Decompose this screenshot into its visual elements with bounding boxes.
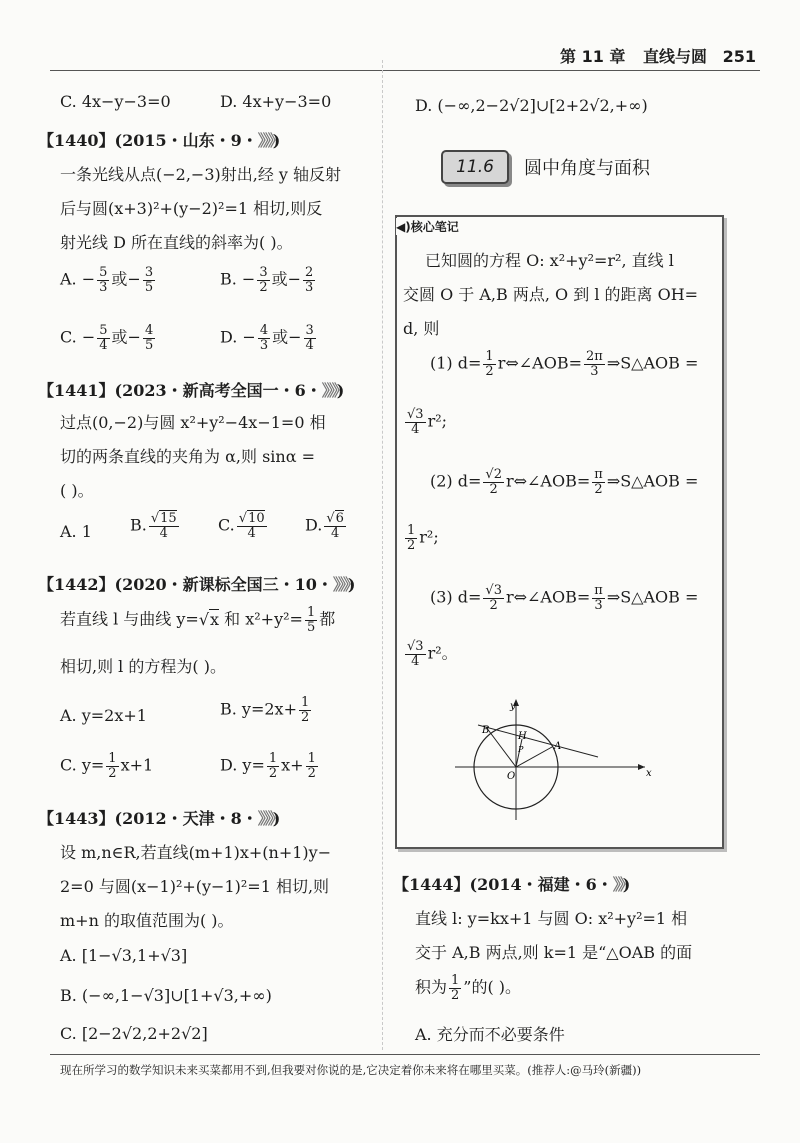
fraction [405,524,417,552]
conjunction: 或− [272,327,302,347]
numerator: √3 [407,407,424,422]
q1442-close: ) [347,575,356,594]
q1441-option-c [218,512,269,540]
difficulty-moons-icon: 》》 [612,875,623,894]
core-notes-label: ◀)核心笔记 [396,218,463,235]
q1441-line2: 切的两条直线的夹角为 α,则 sinα = [60,447,315,466]
q1442-option-b [220,696,313,724]
fraction [299,696,311,724]
fraction [303,266,315,294]
q1444-line1: 直线 l: y=kx+1 与圆 O: x²+y²=1 相 [415,909,688,928]
sqrt-icon [199,610,209,629]
q1442-option-a: A. y=2x+1 [60,706,147,725]
q1444-close: ) [622,875,631,894]
label-p: P [518,745,524,754]
numerator: π [594,467,603,482]
fraction [483,350,495,378]
difficulty-moons-icon: 》》》 [332,575,348,594]
radicand: 6 [335,511,344,526]
denominator: 4 [411,653,420,669]
q1441-option-d [305,512,348,540]
denominator: 3 [99,279,108,295]
numerator: 1 [485,349,494,364]
denominator: 4 [330,525,340,541]
q1439-option-c: C. 4x−y−3=0 [60,92,171,111]
option-label: D. [305,515,323,535]
numerator: 2 [305,265,314,280]
option-label: C. − [60,327,96,347]
fraction [267,752,279,780]
q1440-heading [38,128,280,151]
denominator: 5 [144,337,154,353]
numerator: 5 [99,323,108,338]
q1442-line1 [60,606,335,634]
fraction [143,266,155,294]
q1440-close: ) [272,131,281,150]
numerator: 3 [305,323,314,338]
fraction [592,468,605,496]
text: ⇒S△AOB = [606,587,699,607]
q1443-source: 【1443】(2012・天津・8・ [38,809,258,828]
option-label: B. y=2x+ [220,699,297,719]
notes-case3-area [403,640,458,668]
q1444-line2: 交于 A,B 两点,则 k=1 是“△OAB 的面 [415,943,693,962]
numerator: √3 [485,583,502,598]
page-number: 251 [722,47,756,66]
label-x: x [646,768,652,779]
q1443-close: ) [272,809,281,828]
text: r²; [419,527,439,547]
q1444-source: 【1444】(2014・福建・6・ [393,875,613,894]
column-divider [382,60,383,1050]
denominator: 2 [268,765,278,781]
q1442-option-d [220,752,320,780]
text: r⇔∠AOB= [497,353,582,373]
notes-case3 [430,584,698,612]
q1443-option-b: B. (−∞,1−√3]∪[1+√3,+∞) [60,986,272,1005]
option-label: C. y= [60,755,105,775]
fraction [584,350,605,378]
radicand: x [210,609,220,629]
notes-case2 [430,468,698,496]
notes-intro-line2: 交圆 O 于 A,B 两点, O 到 l 的距离 OH= [403,285,699,304]
denominator: 4 [411,421,420,437]
numerator: 3 [259,265,268,280]
label-o: O [507,771,516,782]
denominator: 4 [247,525,256,541]
q1443-line1: 设 m,n∈R,若直线(m+1)x+(n+1)y− [60,843,332,862]
denominator: 2 [307,765,316,781]
chapter-number: 第 11 章 [560,47,626,66]
q1440-line3: 射光线 D 所在直线的斜率为( )。 [60,233,293,252]
label-a: A [554,741,562,752]
q1444-line3 [415,974,521,1002]
text: r⇔∠AOB= [505,587,591,607]
difficulty-moons-icon: 》》》 [257,809,273,828]
sqrt-icon [239,511,247,526]
fraction [483,468,504,496]
chapter-title: 直线与圆 [643,47,708,66]
fraction [257,266,269,294]
text: r⇔∠AOB= [505,471,591,491]
text: 积为 [415,977,448,997]
fraction [97,266,109,294]
fraction [97,324,109,352]
fraction [449,974,461,1002]
denominator: 4 [305,337,314,353]
fraction [304,324,316,352]
denominator: 5 [306,619,316,635]
q1442-line2: 相切,则 l 的方程为( )。 [60,657,226,676]
denominator: 4 [99,337,108,353]
text: ”的( )。 [463,977,522,997]
conjunction: 或− [271,269,302,289]
numerator: 1 [451,973,460,988]
numerator [324,512,346,527]
numerator: 1 [407,523,416,538]
denominator: 2 [300,709,310,725]
text: 都 [319,609,336,629]
notes-intro-line1: 已知圆的方程 O: x²+y²=r², 直线 l [425,251,674,270]
q1444-heading [393,872,630,895]
denominator: 2 [259,279,268,295]
q1443-option-c: C. [2−2√2,2+2√2] [60,1024,208,1043]
notes-case1 [430,350,698,378]
fraction [483,584,504,612]
denominator: 3 [594,597,603,613]
running-head [560,44,756,67]
footer-quote: 现在所学习的数学知识未来买菜都用不到,但我要对你说的是,它决定着你未来将在哪里买菜。(推荐人:@马玲(新疆)) [60,1063,642,1077]
label-b: B [482,725,490,736]
circle-chord-figure [450,695,660,825]
fraction [258,324,270,352]
x-axis-arrow-icon [638,764,645,770]
label-y: y [510,701,516,712]
q1440-option-b [220,266,317,294]
fraction [306,752,318,780]
text: (2) d= [430,471,482,491]
numerator: 2π [585,349,603,364]
radicand: 10 [248,511,265,526]
q1441-source: 【1441】(2023・新高考全国一・6・ [38,381,322,400]
fraction [237,512,267,540]
q1440-option-c [60,324,157,352]
numerator [237,512,267,527]
text: (1) d= [430,353,482,373]
q1443-line3: m+n 的取值范围为( )。 [60,911,234,930]
option-label: D. − [220,327,256,347]
q1441-option-b [130,512,181,540]
q1441-heading [38,378,344,401]
sqrt-icon [326,511,334,526]
denominator: 2 [489,481,498,497]
q1442-heading [38,572,356,595]
q1440-option-d [220,324,318,352]
option-label: B. − [220,269,256,289]
label-h: H [518,731,527,742]
numerator: 3 [144,265,154,280]
q1440-line2: 后与圆(x+3)²+(y−2)²=1 相切,则反 [60,199,323,218]
text: x+ [281,755,304,775]
header-rule [50,70,760,71]
difficulty-moons-icon: 》》》 [321,381,337,400]
q1440-source: 【1440】(2015・山东・9・ [38,131,258,150]
numerator: 1 [307,751,316,766]
q1443-option-a: A. [1−√3,1+√3] [60,946,188,965]
sqrt-icon [151,511,159,526]
section-title: 圆中角度与面积 [524,158,650,179]
q1441-close: ) [336,381,345,400]
radicand: 15 [160,511,177,526]
numerator: 1 [108,751,117,766]
footer-rule [50,1054,760,1055]
notes-case1-area [403,408,447,436]
q1441-option-a: A. 1 [60,522,92,541]
text: r²。 [427,643,458,663]
denominator: 3 [259,337,269,353]
denominator: 5 [144,279,154,295]
numerator: √3 [407,639,424,654]
text: r²; [427,411,448,431]
numerator: 4 [144,323,154,338]
q1441-line1: 过点(0,−2)与圆 x²+y²−4x−1=0 相 [60,413,326,432]
q1441-line3: ( )。 [60,481,94,500]
numerator: 1 [306,605,316,620]
numerator: π [594,583,603,598]
denominator: 2 [407,537,416,553]
numerator: 4 [259,323,269,338]
q1442-option-c [60,752,153,780]
fraction [324,512,346,540]
option-label: B. [130,515,147,535]
radius-ob [486,727,516,767]
q1440-option-a [60,266,157,294]
q1443-heading [38,806,280,829]
option-label: D. y= [220,755,265,775]
option-label: C. [218,515,235,535]
numerator: √2 [485,467,502,482]
denominator: 2 [451,987,460,1003]
fraction [143,324,155,352]
fraction [592,584,605,612]
q1440-line1: 一条光线从点(−2,−3)射出,经 y 轴反射 [60,165,342,184]
q1439-option-d: D. 4x+y−3=0 [220,92,332,111]
q1444-option-a: A. 充分而不必要条件 [415,1025,565,1044]
denominator: 2 [108,765,117,781]
denominator: 4 [159,525,168,541]
difficulty-moons-icon: 》》》 [257,131,273,150]
text: x+1 [120,755,154,775]
fraction [405,640,426,668]
fraction [305,606,317,634]
denominator: 3 [305,279,314,295]
text: (3) d= [430,587,482,607]
fraction [106,752,118,780]
notes-intro-line3: d, 则 [403,319,440,338]
notes-case2-area [403,524,439,552]
denominator: 2 [489,597,498,613]
q1442-source: 【1442】(2020・新课标全国三・10・ [38,575,333,594]
text: ⇒S△AOB = [606,471,699,491]
conjunction: 或− [111,269,141,289]
text: 若直线 l 与曲线 y= [60,609,199,629]
text: 和 x²+y²= [219,609,303,629]
denominator: 3 [590,363,599,379]
text: ⇒S△AOB = [606,353,699,373]
numerator: 5 [99,265,108,280]
denominator: 2 [594,481,603,497]
conjunction: 或− [111,327,141,347]
option-label: A. − [60,269,96,289]
numerator: 1 [268,751,278,766]
numerator [149,512,179,527]
fraction [149,512,179,540]
numerator: 1 [300,695,310,710]
denominator: 2 [485,363,494,379]
fraction [405,408,426,436]
section-number-badge: 11.6 [441,150,509,184]
q1443-option-d: D. (−∞,2−2√2]∪[2+2√2,+∞) [415,96,648,115]
q1443-line2: 2=0 与圆(x−1)²+(y−1)²=1 相切,则 [60,877,330,896]
